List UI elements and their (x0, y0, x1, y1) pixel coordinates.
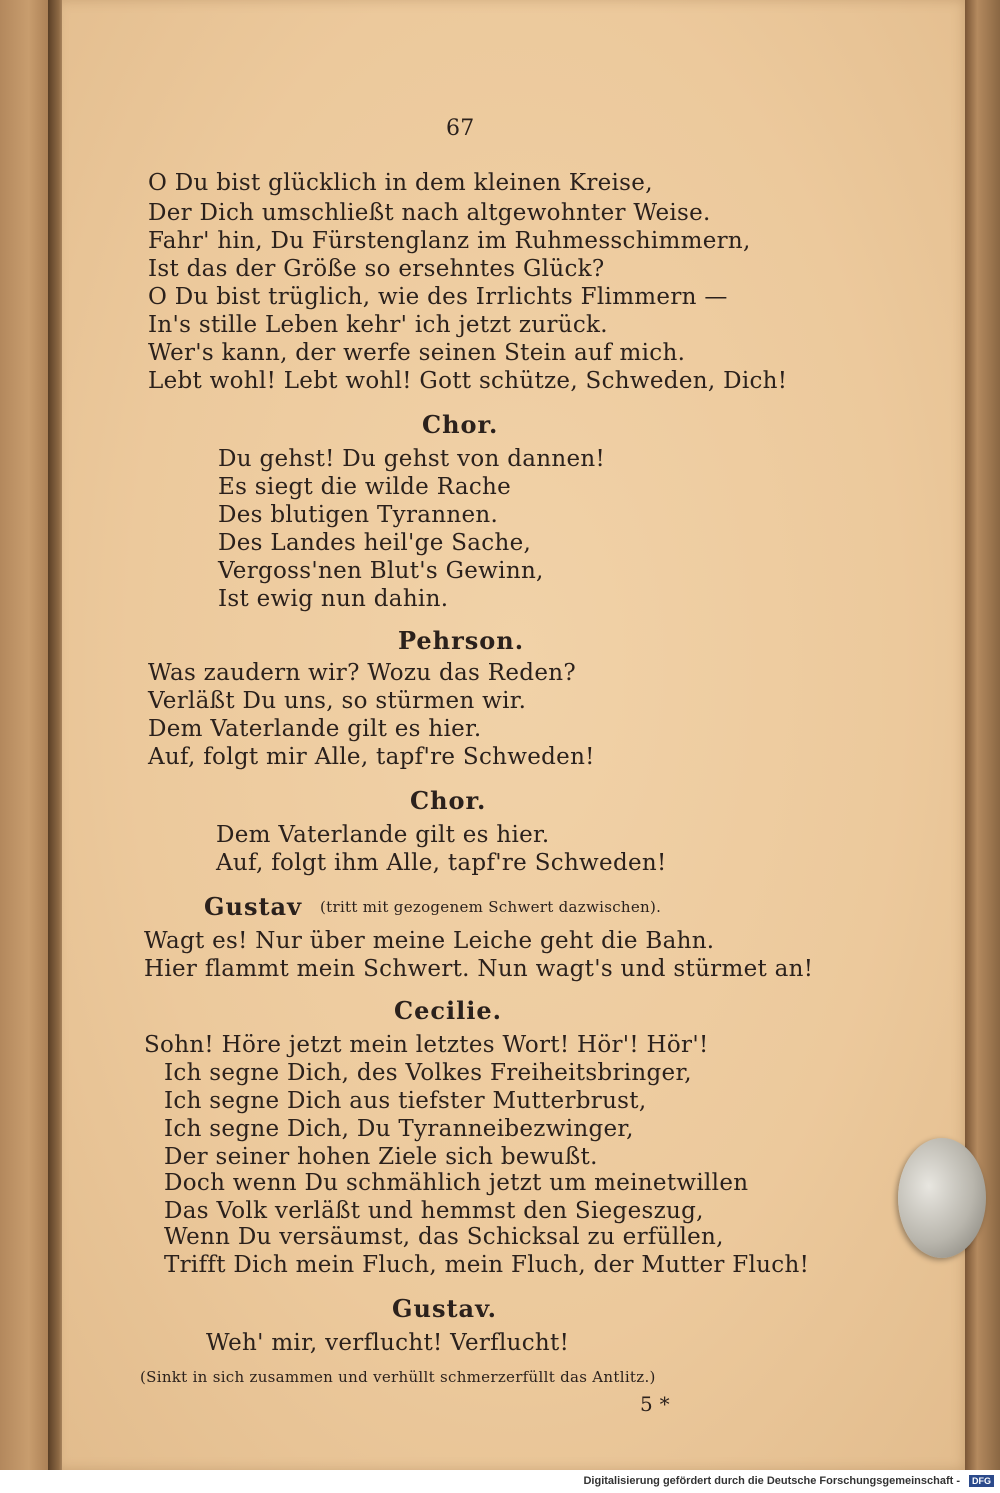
verse-line: O Du bist trüglich, wie des Irrlichts Flimmern — (148, 284, 728, 310)
verse-line: Lebt wohl! Lebt wohl! Gott schütze, Schweden, Dich! (148, 368, 788, 394)
page-clip (898, 1138, 986, 1258)
chor-line: Des blutigen Tyrannen. (218, 502, 499, 528)
cecilie-line: Trifft Dich mein Fluch, mein Fluch, der Mutter Fluch! (164, 1252, 810, 1278)
cecilie-line: Ich segne Dich aus tiefster Mutterbrust, (164, 1088, 647, 1114)
pehrson-line: Was zaudern wir? Wozu das Reden? (148, 660, 576, 686)
pehrson-line: Dem Vaterlande gilt es hier. (148, 716, 482, 742)
cecilie-line: Der seiner hohen Ziele sich bewußt. (164, 1144, 598, 1170)
gustav-line: Weh' mir, verflucht! Verflucht! (206, 1330, 570, 1356)
signature-mark: 5 * (640, 1392, 670, 1416)
pehrson-line: Auf, folgt mir Alle, tapf're Schweden! (148, 744, 595, 770)
cecilie-line: Sohn! Höre jetzt mein letztes Wort! Hör'! Hör'! (144, 1032, 709, 1058)
page-number: 67 (446, 116, 475, 141)
verse-line: In's stille Leben kehr' ich jetzt zurück. (148, 312, 608, 338)
chor-line: Auf, folgt ihm Alle, tapf're Schweden! (216, 850, 667, 876)
cecilie-line: Wenn Du versäumst, das Schicksal zu erfüllen, (164, 1224, 724, 1250)
cecilie-line: Das Volk verläßt und hemmst den Siegeszug, (164, 1198, 704, 1224)
gustav-line: Wagt es! Nur über meine Leiche geht die Bahn. (144, 928, 715, 954)
footer-credit: Digitalisierung gefördert durch die Deutsche Forschungsgemeinschaft - (583, 1475, 960, 1487)
chor-line: Du gehst! Du gehst von dannen! (218, 446, 606, 472)
chor-line: Vergoss'nen Blut's Gewinn, (218, 558, 544, 584)
speaker-heading-chor: Chor. (410, 786, 487, 815)
verse-line: Ist das der Größe so ersehntes Glück? (148, 256, 605, 282)
speaker-heading-cecilie: Cecilie. (394, 996, 502, 1025)
stage-direction: (Sinkt in sich zusammen und verhüllt schmerzerfüllt das Antlitz.) (140, 1368, 656, 1386)
verse-line: Wer's kann, der werfe seinen Stein auf mich. (148, 340, 686, 366)
speaker-heading-gustav: Gustav. (392, 1294, 497, 1323)
verse-line: Fahr' hin, Du Fürstenglanz im Ruhmesschimmern, (148, 228, 751, 254)
chor-line: Des Landes heil'ge Sache, (218, 530, 532, 556)
stage-direction: (tritt mit gezogenem Schwert dazwischen). (320, 898, 662, 916)
speaker-heading-pehrson: Pehrson. (398, 626, 525, 655)
cecilie-line: Ich segne Dich, Du Tyranneibezwinger, (164, 1116, 634, 1142)
chor-line: Es siegt die wilde Rache (218, 474, 512, 500)
dfg-logo: DFG (969, 1475, 994, 1487)
cecilie-line: Doch wenn Du schmählich jetzt um meinetwillen (164, 1170, 749, 1196)
pehrson-line: Verläßt Du uns, so stürmen wir. (148, 688, 527, 714)
speaker-heading-gustav: Gustav (204, 892, 303, 921)
speaker-heading-chor: Chor. (422, 410, 499, 439)
verse-line: Der Dich umschließt nach altgewohnter Weise. (148, 200, 711, 226)
footer-bar (0, 1470, 1000, 1493)
cecilie-line: Ich segne Dich, des Volkes Freiheitsbringer, (164, 1060, 692, 1086)
chor-line: Dem Vaterlande gilt es hier. (216, 822, 550, 848)
chor-line: Ist ewig nun dahin. (218, 586, 449, 612)
gustav-line: Hier flammt mein Schwert. Nun wagt's und stürmet an! (144, 956, 814, 982)
verse-line: O Du bist glücklich in dem kleinen Kreise, (148, 170, 653, 196)
